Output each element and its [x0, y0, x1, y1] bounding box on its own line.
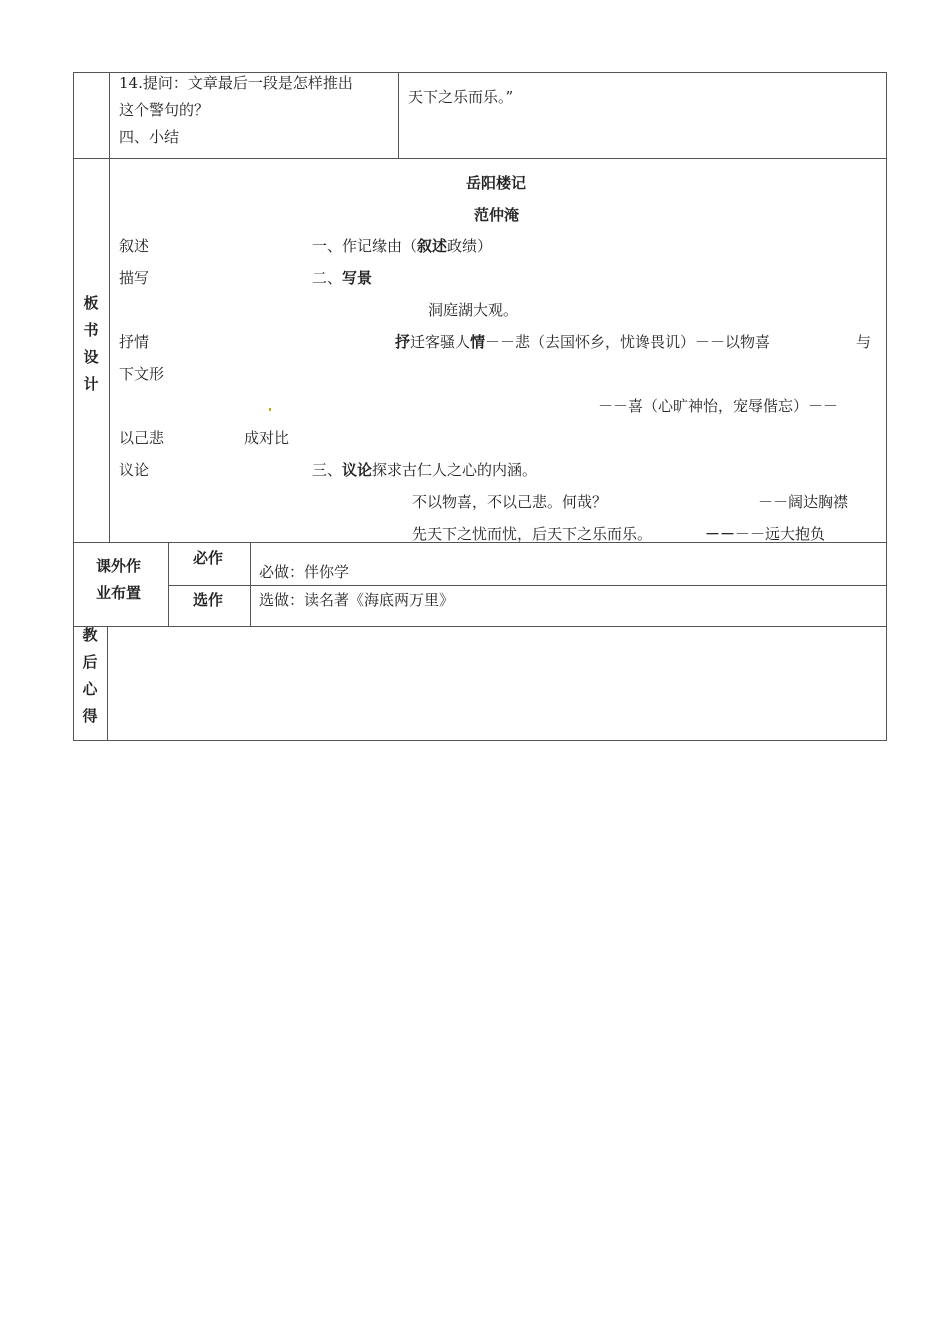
board-design-label-2: 书: [83, 321, 99, 339]
quote-1-note: －－阔达胸襟: [758, 493, 849, 511]
required-text: 必做：伴你学: [259, 563, 350, 581]
section-1: 一、作记缘由（叙述政绩）: [312, 237, 493, 255]
reflection-label-2: 后: [82, 653, 98, 671]
table-border-right: [886, 72, 887, 741]
homework-label-line-2: 业布置: [96, 584, 142, 602]
table-border-bottom: [73, 740, 887, 741]
reflection-label-4: 得: [82, 707, 98, 725]
quote-2: 先天下之忧而忧，后天下之乐而乐。: [412, 525, 653, 543]
reflection-label-3: 心: [82, 680, 98, 698]
question-line-1: 14.提问：文章最后一段是怎样推出: [119, 74, 353, 92]
summary-heading: 四、小结: [119, 128, 180, 146]
lyric-tail: 与: [856, 333, 872, 351]
top-row-middle-divider: [398, 72, 399, 159]
stray-mark: [269, 408, 271, 411]
board-design-label-3: 设: [83, 348, 99, 366]
required-label: 必作: [193, 549, 224, 567]
homework-type-divider: [250, 542, 251, 627]
lyric-continuation: 下文形: [119, 365, 165, 383]
homework-divider: [168, 585, 887, 586]
col-narrate: 叙述: [119, 237, 150, 255]
table-row-divider-1: [73, 158, 887, 159]
table-border-left: [73, 72, 74, 741]
joy-line: －－喜（心旷神怡，宠辱偕忘）－－: [598, 397, 839, 415]
optional-text: 选做：读名著《海底两万里》: [259, 591, 455, 609]
homework-label-line-1: 课外作: [96, 557, 142, 575]
quote-2-note: －－－－远大抱负: [705, 525, 826, 543]
col-describe: 描写: [119, 269, 150, 287]
optional-label: 选作: [193, 591, 224, 609]
lyric-line: 抒迁客骚人情－－悲（去国怀乡，忧谗畏讥）－－以物喜: [395, 333, 771, 351]
quote-1: 不以物喜，不以己悲。何哉？: [412, 493, 608, 511]
col-lyric: 抒情: [119, 333, 150, 351]
section-3: 三、议论探求古仁人之心的内涵。: [312, 461, 538, 479]
answer-text: 天下之乐而乐。”: [408, 88, 514, 106]
reflection-label-1: 教: [82, 626, 98, 644]
question-line-2: 这个警句的？: [119, 101, 210, 119]
label-column-divider: [109, 72, 110, 543]
col-discuss: 议论: [119, 461, 150, 479]
section-2-detail: 洞庭湖大观。: [428, 301, 519, 319]
board-design-label-1: 板: [83, 294, 99, 312]
board-title: 岳阳楼记: [466, 174, 527, 192]
section-2: 二、写景: [312, 269, 373, 287]
board-design-label-4: 计: [83, 375, 99, 393]
contrast-a: 以己悲: [119, 429, 165, 447]
homework-label-divider: [168, 542, 169, 627]
contrast-b: 成对比: [244, 429, 290, 447]
board-author: 范仲淹: [474, 206, 520, 224]
reflection-body: [108, 627, 886, 740]
